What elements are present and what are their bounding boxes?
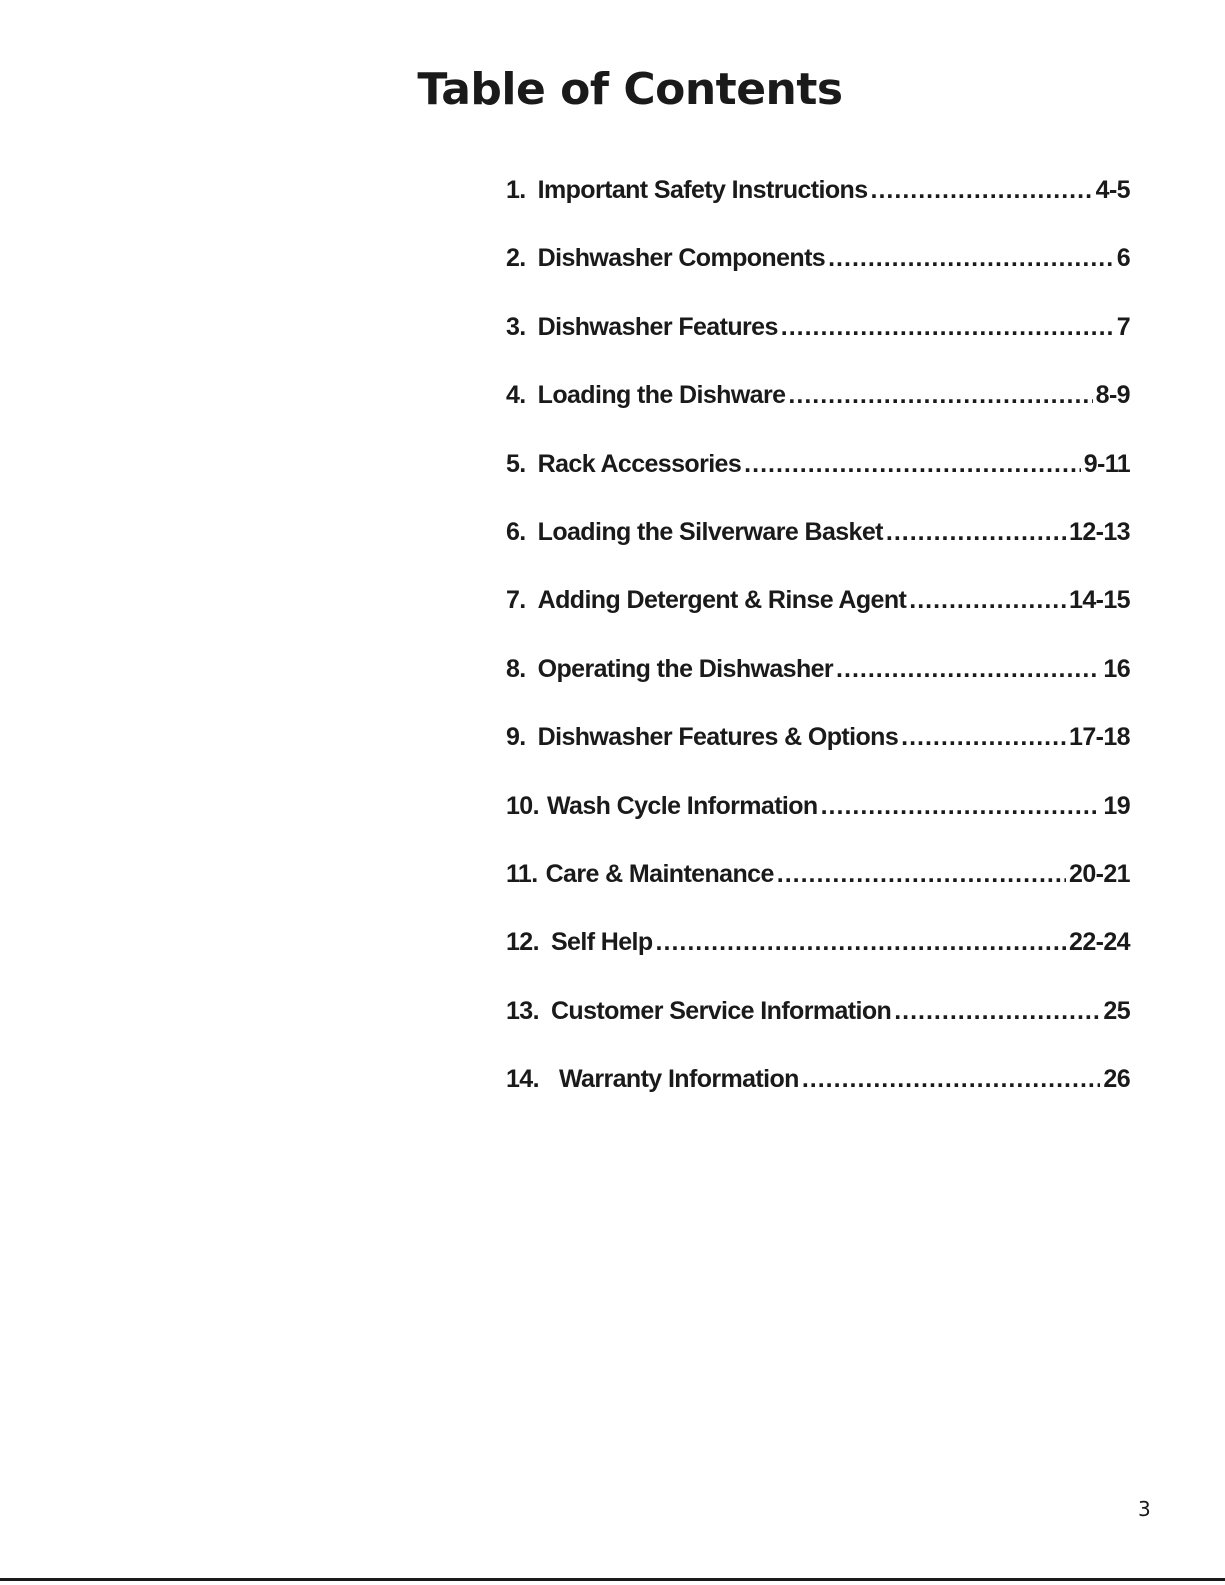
toc-entry-12[interactable]: [506, 924, 1130, 992]
toc-entry-14[interactable]: [506, 1061, 1130, 1129]
toc-entry-page: 14-15: [1069, 586, 1130, 615]
dot-leader: [788, 377, 1092, 413]
toc-entry-title: Self Help: [550, 928, 653, 957]
dot-leader: [909, 582, 1066, 618]
toc-entry-number: 5.: [506, 449, 526, 478]
dot-leader: [871, 172, 1093, 208]
toc-entry-title: Care & Maintenance: [545, 859, 774, 888]
dot-leader: [836, 651, 1100, 687]
toc-entry-page: 9-11: [1083, 449, 1130, 478]
toc-entry-number: 9.: [506, 723, 526, 752]
toc-entry-title: Adding Detergent & Rinse Agent: [537, 586, 907, 615]
toc-entry-number: 10.: [506, 791, 539, 820]
toc-entry-11[interactable]: [506, 856, 1130, 924]
toc-entry-7[interactable]: [506, 582, 1130, 650]
dot-leader: [828, 240, 1114, 276]
toc-entry-4[interactable]: [506, 377, 1130, 445]
toc-entry-number: 13.: [506, 996, 539, 1025]
toc-entry-number: 7.: [506, 586, 526, 615]
toc-entry-title: Loading the Dishware: [537, 381, 786, 410]
toc-entry-13[interactable]: [506, 993, 1130, 1061]
toc-entry-title: Rack Accessories: [537, 449, 742, 478]
page-title: Table of Contents: [417, 64, 843, 115]
toc-entry-title: Warranty Information: [558, 1065, 799, 1094]
toc-entry-number: 2.: [506, 244, 526, 273]
page-number: 3: [1138, 1497, 1151, 1521]
dot-leader: [894, 993, 1100, 1029]
toc-entry-number: 6.: [506, 517, 526, 546]
toc-entry-page: 22-24: [1069, 928, 1130, 957]
toc-list: [506, 172, 1130, 1129]
toc-entry-page: 8-9: [1095, 381, 1130, 410]
dot-leader: [744, 446, 1081, 482]
toc-entry-title: Loading the Silverware Basket: [537, 517, 883, 546]
toc-entry-number: 1.: [506, 176, 526, 204]
toc-entry-number: 3.: [506, 312, 526, 341]
bottom-rule: [0, 1578, 1225, 1581]
dot-leader: [802, 1061, 1101, 1097]
toc-entry-page: 25: [1103, 996, 1130, 1025]
dot-leader: [777, 856, 1066, 892]
toc-entry-page: 16: [1103, 654, 1130, 683]
dot-leader: [901, 719, 1066, 755]
toc-entry-page: 7: [1116, 312, 1130, 341]
toc-entry-page: 17-18: [1069, 723, 1130, 752]
toc-entry-number: 8.: [506, 654, 526, 683]
toc-entry-page: 19: [1103, 791, 1130, 820]
dot-leader: [821, 788, 1101, 824]
toc-entry-1[interactable]: [506, 172, 1130, 240]
dot-leader: [781, 309, 1114, 345]
dot-leader: [656, 924, 1067, 960]
toc-entry-title: Wash Cycle Information: [546, 791, 818, 820]
toc-entry-page: 6: [1116, 244, 1130, 273]
toc-entry-number: 14.: [506, 1065, 539, 1094]
toc-entry-page: 26: [1103, 1065, 1130, 1094]
toc-entry-5[interactable]: [506, 446, 1130, 514]
toc-entry-number: 11.: [506, 859, 538, 888]
toc-entry-6[interactable]: [506, 514, 1130, 582]
toc-entry-2[interactable]: [506, 240, 1130, 308]
toc-entry-3[interactable]: [506, 309, 1130, 377]
dot-leader: [886, 514, 1066, 550]
toc-entry-title: Dishwasher Components: [537, 244, 826, 273]
toc-entry-page: 12-13: [1069, 517, 1130, 546]
toc-entry-title: Dishwasher Features: [537, 312, 778, 341]
toc-entry-number: 4.: [506, 381, 526, 410]
toc-entry-10[interactable]: [506, 788, 1130, 856]
toc-entry-9[interactable]: [506, 719, 1130, 787]
toc-entry-title: Operating the Dishwasher: [537, 654, 834, 683]
toc-entry-title: Customer Service Information: [550, 996, 892, 1025]
toc-entry-page: 20-21: [1069, 859, 1130, 888]
toc-entry-title: Important Safety Instructions: [537, 176, 868, 204]
toc-entry-number: 12.: [506, 928, 539, 957]
toc-entry-8[interactable]: [506, 651, 1130, 719]
toc-entry-page: 4-5: [1095, 176, 1130, 204]
toc-entry-title: Dishwasher Features & Options: [537, 723, 899, 752]
